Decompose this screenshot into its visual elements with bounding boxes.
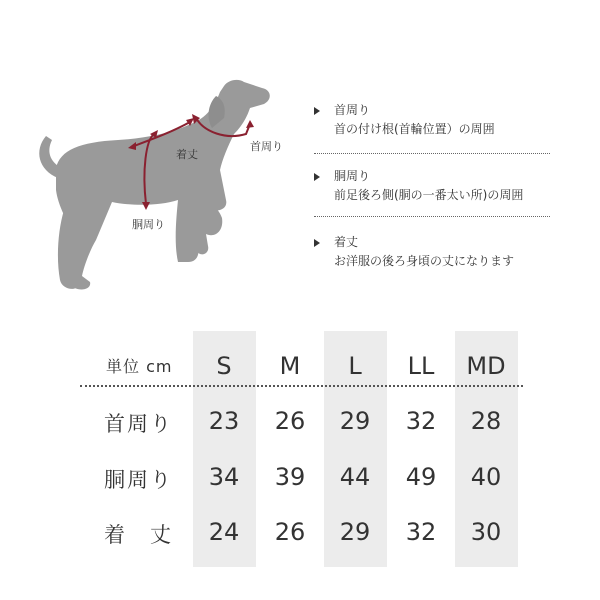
table-cell: 44 bbox=[339, 463, 371, 491]
table-cell: 49 bbox=[405, 463, 437, 491]
unit-label: 単位 cm bbox=[106, 357, 173, 376]
note-chest bbox=[314, 168, 554, 202]
note-length bbox=[314, 234, 554, 268]
figure-label-length: 着丈 bbox=[176, 148, 198, 161]
table-cell: 30 bbox=[470, 518, 502, 546]
table-cell: 32 bbox=[405, 407, 437, 435]
row-label-length: 着 丈 bbox=[104, 523, 173, 547]
note-neck bbox=[314, 102, 554, 136]
table-cell: 40 bbox=[470, 463, 502, 491]
table-cell: 26 bbox=[274, 518, 306, 546]
note-title: 首周り bbox=[334, 103, 371, 117]
row-label-neck: 首周り bbox=[104, 412, 173, 436]
column-header-ll: LL bbox=[407, 352, 435, 380]
bullet-triangle-icon bbox=[314, 107, 320, 115]
bullet-triangle-icon bbox=[314, 239, 320, 247]
measurement-notes bbox=[314, 102, 554, 300]
column-header-s: S bbox=[216, 352, 232, 380]
note-title: 着丈 bbox=[334, 235, 359, 249]
notes-divider bbox=[314, 216, 550, 217]
note-description: 前足後ろ側(胴の一番太い所)の周囲 bbox=[334, 188, 524, 202]
figure-label-neck: 首周り bbox=[250, 140, 283, 153]
table-cell: 32 bbox=[405, 518, 437, 546]
column-header-md: MD bbox=[466, 352, 506, 380]
notes-divider bbox=[314, 153, 550, 154]
table-cell: 28 bbox=[470, 407, 502, 435]
table-cell: 39 bbox=[274, 463, 306, 491]
table-cell: 29 bbox=[339, 518, 371, 546]
column-header-l: L bbox=[348, 352, 362, 380]
table-cell: 24 bbox=[208, 518, 240, 546]
dog-measurement-figure bbox=[0, 0, 300, 300]
column-header-m: M bbox=[279, 352, 301, 380]
table-cell: 23 bbox=[208, 407, 240, 435]
table-cell: 34 bbox=[208, 463, 240, 491]
table-cell: 29 bbox=[339, 407, 371, 435]
table-cell: 26 bbox=[274, 407, 306, 435]
bullet-triangle-icon bbox=[314, 173, 320, 181]
figure-label-chest: 胴周り bbox=[132, 218, 165, 231]
note-title: 胴周り bbox=[334, 169, 371, 183]
row-label-chest: 胴周り bbox=[104, 468, 173, 492]
header-divider bbox=[80, 385, 523, 387]
note-description: お洋服の後ろ身頃の丈になります bbox=[334, 254, 515, 268]
note-description: 首の付け根(首輪位置）の周囲 bbox=[334, 122, 495, 136]
